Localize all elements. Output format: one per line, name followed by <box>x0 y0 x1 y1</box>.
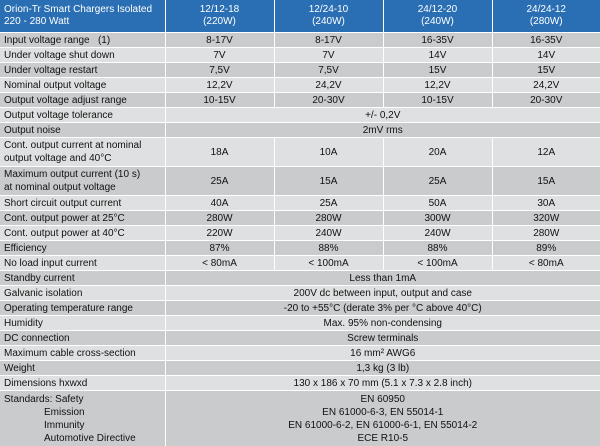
row-label <box>0 138 165 167</box>
cell-value: 280W <box>274 211 383 226</box>
table-row <box>0 196 600 211</box>
standards-labels <box>0 391 165 446</box>
row-label: Standby current <box>0 271 165 286</box>
standards-value: EN 61000-6-3, EN 55014-1 <box>166 406 600 419</box>
cell-value-spanned: +/- 0,2V <box>165 108 600 123</box>
cell-value: 300W <box>383 211 492 226</box>
cell-value: 10-15V <box>383 93 492 108</box>
cell-value: < 80mA <box>165 256 274 271</box>
row-label: Under voltage shut down <box>0 48 165 63</box>
cell-value: 12,2V <box>165 78 274 93</box>
cell-value: 240W <box>274 226 383 241</box>
cell-value-spanned: 2mV rms <box>165 123 600 138</box>
cell-value: 25A <box>383 167 492 196</box>
table-row <box>0 346 600 361</box>
model-header <box>492 0 600 33</box>
row-label: Nominal output voltage <box>0 78 165 93</box>
table-row <box>0 316 600 331</box>
cell-value: 12A <box>492 138 600 167</box>
row-label: Dimensions hxwxd <box>0 376 165 391</box>
title-line-2: 220 - 280 Watt <box>4 16 165 28</box>
table-row <box>0 301 600 316</box>
row-label: Under voltage restart <box>0 63 165 78</box>
table-row <box>0 78 600 93</box>
cell-value: 7V <box>165 48 274 63</box>
standards-label: Emission <box>4 406 165 419</box>
cell-value: 88% <box>274 241 383 256</box>
cell-value-spanned: Screw terminals <box>165 331 600 346</box>
row-label-line: Maximum output current (10 s) <box>4 168 165 181</box>
cell-value-spanned: 16 mm² AWG6 <box>165 346 600 361</box>
table-row <box>0 93 600 108</box>
table-row <box>0 33 600 48</box>
cell-value: 24,2V <box>274 78 383 93</box>
model-name: 24/24-12 <box>493 4 600 16</box>
table-row <box>0 361 600 376</box>
standards-value: EN 60950 <box>166 393 600 406</box>
table-row <box>0 48 600 63</box>
table-row <box>0 376 600 391</box>
table-title <box>0 0 165 33</box>
cell-value: 16-35V <box>383 33 492 48</box>
cell-value: 8-17V <box>274 33 383 48</box>
table-row <box>0 138 600 167</box>
table-row <box>0 271 600 286</box>
cell-value-spanned: 1,3 kg (3 lb) <box>165 361 600 376</box>
row-label: Humidity <box>0 316 165 331</box>
cell-value-spanned: Max. 95% non-condensing <box>165 316 600 331</box>
cell-value: < 100mA <box>383 256 492 271</box>
cell-value-spanned: 200V dc between input, output and case <box>165 286 600 301</box>
row-label: Output voltage tolerance <box>0 108 165 123</box>
table-row <box>0 241 600 256</box>
row-label: Short circuit output current <box>0 196 165 211</box>
cell-value: 40A <box>165 196 274 211</box>
cell-value: 7V <box>274 48 383 63</box>
standards-value: ECE R10-5 <box>166 432 600 445</box>
cell-value: 25A <box>274 196 383 211</box>
model-power: (240W) <box>384 16 492 28</box>
cell-value: 14V <box>492 48 600 63</box>
cell-value: 18A <box>165 138 274 167</box>
table-row <box>0 167 600 196</box>
row-label: Weight <box>0 361 165 376</box>
cell-value: 280W <box>492 226 600 241</box>
cell-value: 20-30V <box>492 93 600 108</box>
cell-value: 280W <box>165 211 274 226</box>
cell-value: 24,2V <box>492 78 600 93</box>
model-power: (240W) <box>275 16 383 28</box>
model-header <box>274 0 383 33</box>
cell-value: 12,2V <box>383 78 492 93</box>
row-label-line: output voltage and 40°C <box>4 152 165 165</box>
row-label: Output noise <box>0 123 165 138</box>
standards-row <box>0 391 600 446</box>
title-line-1: Orion-Tr Smart Chargers Isolated <box>4 4 165 16</box>
cell-value-spanned: -20 to +55°C (derate 3% per °C above 40°C) <box>165 301 600 316</box>
row-label: Operating temperature range <box>0 301 165 316</box>
header-row <box>0 0 600 33</box>
cell-value: 16-35V <box>492 33 600 48</box>
model-name: 12/12-18 <box>166 4 274 16</box>
cell-value: 8-17V <box>165 33 274 48</box>
row-label: Cont. output power at 25°C <box>0 211 165 226</box>
row-label-line: Cont. output current at nominal <box>4 139 165 152</box>
cell-value: 89% <box>492 241 600 256</box>
row-label: No load input current <box>0 256 165 271</box>
model-power: (220W) <box>166 16 274 28</box>
cell-value: < 80mA <box>492 256 600 271</box>
row-label: Efficiency <box>0 241 165 256</box>
table-row <box>0 286 600 301</box>
cell-value: 88% <box>383 241 492 256</box>
cell-value: 20A <box>383 138 492 167</box>
table-row <box>0 211 600 226</box>
cell-value: 240W <box>383 226 492 241</box>
model-header <box>383 0 492 33</box>
cell-value: 25A <box>165 167 274 196</box>
row-label-line: at nominal output voltage <box>4 181 165 194</box>
table-row <box>0 256 600 271</box>
cell-value: 30A <box>492 196 600 211</box>
table-row <box>0 108 600 123</box>
row-label: Maximum cable cross-section <box>0 346 165 361</box>
cell-value: 20-30V <box>274 93 383 108</box>
cell-value: 10-15V <box>165 93 274 108</box>
cell-value: 14V <box>383 48 492 63</box>
cell-value: 7,5V <box>274 63 383 78</box>
cell-value: < 100mA <box>274 256 383 271</box>
table-row <box>0 226 600 241</box>
cell-value: 50A <box>383 196 492 211</box>
standards-values <box>165 391 600 446</box>
model-power: (280W) <box>493 16 600 28</box>
row-label: Cont. output power at 40°C <box>0 226 165 241</box>
cell-value: 87% <box>165 241 274 256</box>
model-name: 24/12-20 <box>384 4 492 16</box>
standards-value: EN 61000-6-2, EN 61000-6-1, EN 55014-2 <box>166 419 600 432</box>
cell-value: 320W <box>492 211 600 226</box>
row-label: DC connection <box>0 331 165 346</box>
cell-value: 15A <box>274 167 383 196</box>
row-label <box>0 33 165 48</box>
model-header <box>165 0 274 33</box>
cell-value: 7,5V <box>165 63 274 78</box>
model-name: 12/24-10 <box>275 4 383 16</box>
table-row <box>0 331 600 346</box>
row-label <box>0 167 165 196</box>
table-row <box>0 63 600 78</box>
cell-value: 15V <box>492 63 600 78</box>
standards-label: Immunity <box>4 419 165 432</box>
row-label-text: Input voltage range <box>4 35 90 46</box>
row-label: Output voltage adjust range <box>0 93 165 108</box>
cell-value: 15A <box>492 167 600 196</box>
standards-heading: Standards: Safety <box>4 393 165 406</box>
standards-label: Automotive Directive <box>4 432 165 445</box>
cell-value-spanned: 130 x 186 x 70 mm (5.1 x 7.3 x 2.8 inch) <box>165 376 600 391</box>
table-row <box>0 123 600 138</box>
footnote-ref: (1) <box>98 35 110 46</box>
cell-value: 15V <box>383 63 492 78</box>
cell-value-spanned: Less than 1mA <box>165 271 600 286</box>
row-label: Galvanic isolation <box>0 286 165 301</box>
cell-value: 10A <box>274 138 383 167</box>
cell-value: 220W <box>165 226 274 241</box>
